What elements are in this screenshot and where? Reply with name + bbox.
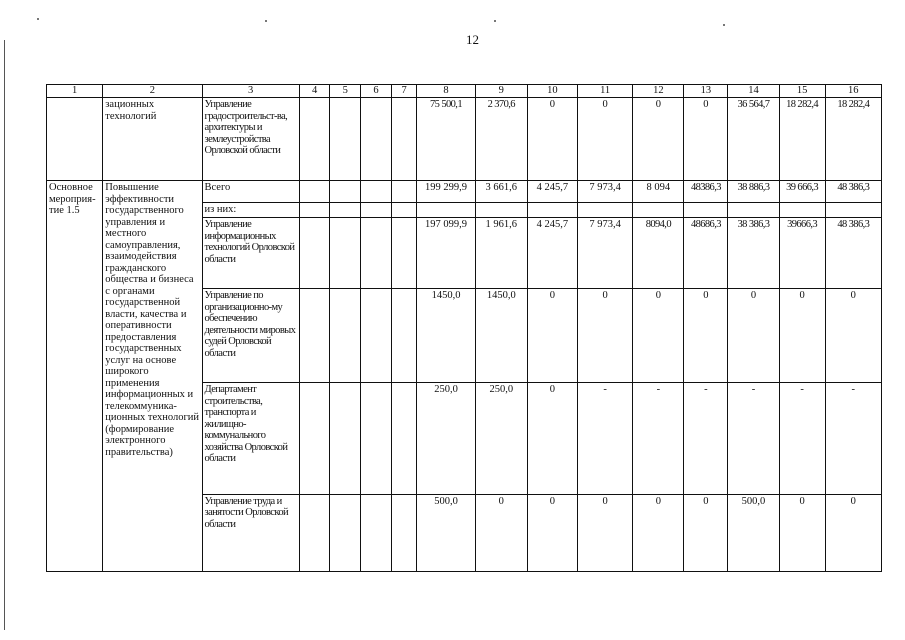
value-cell xyxy=(417,203,475,218)
value-cell xyxy=(633,203,684,218)
value-cell: 0 xyxy=(728,289,779,383)
value-cell: - xyxy=(779,383,825,495)
empty-cell xyxy=(330,181,361,203)
table-row xyxy=(47,98,882,181)
empty-cell xyxy=(299,98,330,181)
table-row xyxy=(47,181,882,203)
value-cell: 4 245,7 xyxy=(527,218,577,289)
column-header: 13 xyxy=(684,85,728,98)
value-cell: - xyxy=(578,383,633,495)
column-header: 12 xyxy=(633,85,684,98)
column-header: 4 xyxy=(299,85,330,98)
value-cell: 75 500,1 xyxy=(417,98,475,181)
column-header: 5 xyxy=(330,85,361,98)
name-cell: зационных технологий xyxy=(103,98,202,181)
empty-cell xyxy=(330,203,361,218)
empty-cell xyxy=(391,289,417,383)
column-header: 3 xyxy=(202,85,299,98)
column-header: 1 xyxy=(47,85,103,98)
value-cell xyxy=(728,203,779,218)
value-cell: 250,0 xyxy=(417,383,475,495)
value-cell: 0 xyxy=(578,98,633,181)
column-header: 9 xyxy=(475,85,527,98)
value-cell: 250,0 xyxy=(475,383,527,495)
value-cell: 0 xyxy=(527,383,577,495)
value-cell: 7 973,4 xyxy=(578,218,633,289)
empty-cell xyxy=(361,218,392,289)
column-header: 8 xyxy=(417,85,475,98)
value-cell: 48686,3 xyxy=(684,218,728,289)
empty-cell xyxy=(361,98,392,181)
value-cell: 500,0 xyxy=(417,494,475,571)
budget-table xyxy=(46,84,882,572)
value-cell: 18 282,4 xyxy=(825,98,881,181)
value-cell: 36 564,7 xyxy=(728,98,779,181)
column-header: 7 xyxy=(391,85,417,98)
value-cell: 1450,0 xyxy=(475,289,527,383)
empty-cell xyxy=(391,494,417,571)
value-cell: 0 xyxy=(578,494,633,571)
empty-cell xyxy=(361,203,392,218)
value-cell: 1 961,6 xyxy=(475,218,527,289)
value-cell xyxy=(684,203,728,218)
value-cell: 3 661,6 xyxy=(475,181,527,203)
value-cell: - xyxy=(633,383,684,495)
value-cell: 0 xyxy=(527,494,577,571)
empty-cell xyxy=(391,383,417,495)
empty-cell xyxy=(299,383,330,495)
value-cell: 0 xyxy=(684,289,728,383)
column-header: 6 xyxy=(361,85,392,98)
value-cell: 0 xyxy=(633,98,684,181)
column-number-row xyxy=(47,85,882,98)
value-cell: 500,0 xyxy=(728,494,779,571)
value-cell: 39 666,3 xyxy=(779,181,825,203)
empty-cell xyxy=(361,383,392,495)
value-cell: 0 xyxy=(578,289,633,383)
empty-cell xyxy=(391,181,417,203)
page-edge-line xyxy=(4,40,5,630)
value-cell: - xyxy=(825,383,881,495)
empty-cell xyxy=(299,494,330,571)
executor-cell: Департамент строительства, транспорта и жилищно-коммунального хозяйства Орловской области xyxy=(202,383,299,495)
empty-cell xyxy=(361,289,392,383)
value-cell: 0 xyxy=(475,494,527,571)
column-header: 10 xyxy=(527,85,577,98)
value-cell: 0 xyxy=(779,289,825,383)
empty-cell xyxy=(299,181,330,203)
value-cell: 38 386,3 xyxy=(728,218,779,289)
value-cell: 0 xyxy=(684,98,728,181)
column-header: 2 xyxy=(103,85,202,98)
empty-cell xyxy=(330,383,361,495)
page-number: 12 xyxy=(466,32,479,47)
empty-cell xyxy=(391,98,417,181)
empty-cell xyxy=(299,203,330,218)
column-header: 11 xyxy=(578,85,633,98)
value-cell: 7 973,4 xyxy=(578,181,633,203)
empty-cell xyxy=(391,218,417,289)
value-cell: 0 xyxy=(633,289,684,383)
empty-cell xyxy=(330,218,361,289)
value-cell: - xyxy=(684,383,728,495)
column-header: 16 xyxy=(825,85,881,98)
executor-cell: Всего xyxy=(202,181,299,203)
value-cell xyxy=(779,203,825,218)
value-cell xyxy=(825,203,881,218)
value-cell: 0 xyxy=(527,289,577,383)
value-cell: 2 370,6 xyxy=(475,98,527,181)
empty-cell xyxy=(361,494,392,571)
value-cell: 0 xyxy=(527,98,577,181)
value-cell xyxy=(578,203,633,218)
measure-label-cell: Основное мероприя-тие 1.5 xyxy=(47,181,103,572)
value-cell: 0 xyxy=(825,494,881,571)
executor-cell: из них: xyxy=(202,203,299,218)
value-cell xyxy=(475,203,527,218)
empty-cell xyxy=(361,181,392,203)
value-cell: 48386,3 xyxy=(684,181,728,203)
value-cell xyxy=(527,203,577,218)
value-cell: 18 282,4 xyxy=(779,98,825,181)
value-cell: 39666,3 xyxy=(779,218,825,289)
value-cell: 4 245,7 xyxy=(527,181,577,203)
value-cell: 1450,0 xyxy=(417,289,475,383)
column-header: 15 xyxy=(779,85,825,98)
value-cell: 48 386,3 xyxy=(825,218,881,289)
empty-cell xyxy=(299,218,330,289)
executor-cell: Управление информационных технологий Орловской области xyxy=(202,218,299,289)
value-cell: 197 099,9 xyxy=(417,218,475,289)
empty-cell xyxy=(330,289,361,383)
executor-cell: Управление по организационно-му обеспечению деятельности мировых судей Орловской области xyxy=(202,289,299,383)
empty-cell xyxy=(299,289,330,383)
value-cell: 0 xyxy=(633,494,684,571)
value-cell: 0 xyxy=(684,494,728,571)
value-cell: 0 xyxy=(779,494,825,571)
executor-cell: Управление труда и занятости Орловской области xyxy=(202,494,299,571)
value-cell: 8 094 xyxy=(633,181,684,203)
measure-name-cell: Повышение эффективности государственного управления и местного самоуправления, взаимодействия гражданского общества и бизнеса с органами государственной власти, качества и оперативности предоставления государственных услуг на основе широкого применения информационных и телекоммуника-ционных технологий (формирование электронного правительства) xyxy=(103,181,202,572)
column-header: 14 xyxy=(728,85,779,98)
empty-cell xyxy=(391,203,417,218)
executor-cell: Управление градостроительст-ва, архитектуры и землеустройства Орловской области xyxy=(202,98,299,181)
empty-cell xyxy=(330,494,361,571)
label-cell xyxy=(47,98,103,181)
value-cell: - xyxy=(728,383,779,495)
value-cell: 38 886,3 xyxy=(728,181,779,203)
value-cell: 0 xyxy=(825,289,881,383)
value-cell: 48 386,3 xyxy=(825,181,881,203)
value-cell: 199 299,9 xyxy=(417,181,475,203)
value-cell: 8094,0 xyxy=(633,218,684,289)
empty-cell xyxy=(330,98,361,181)
